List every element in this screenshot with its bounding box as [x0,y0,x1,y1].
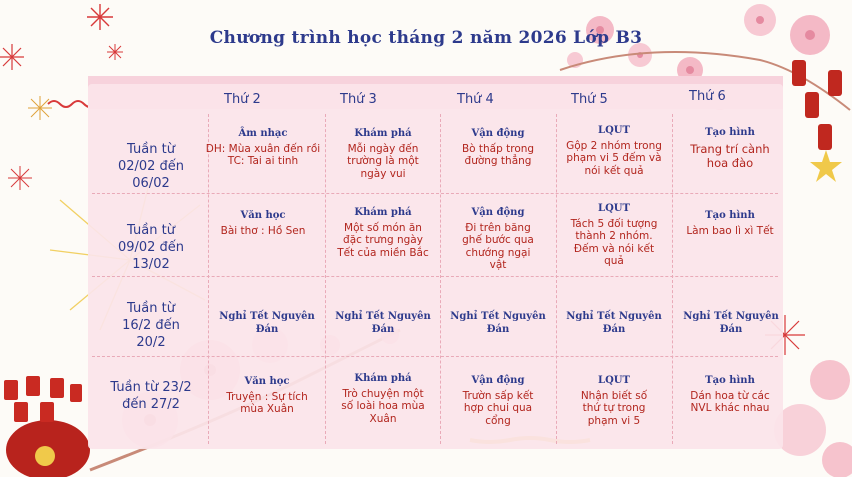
star-icon [810,150,842,182]
day-header-fri: Thứ 6 [689,89,726,104]
holiday-cell: Nghỉ Tết Nguyên Đán [219,311,315,335]
day-header-tue: Thứ 3 [340,92,377,107]
lesson-cell: Văn học Bài thơ : Hồ Sen [220,210,306,237]
holiday-cell: Nghỉ Tết Nguyên Đán [683,311,779,335]
row-divider [92,276,778,277]
day-header-thu: Thứ 5 [571,92,608,107]
row-divider [92,356,778,357]
firecracker-icon [792,60,842,150]
lesson-cell: Vận động Bò thấp trong đường thẳng [461,128,535,167]
day-header-mon: Thứ 2 [224,92,261,107]
day-header-wed: Thứ 4 [457,92,494,107]
lesson-cell: Vận động Đi trên băng ghế bước qua chướng ngại vật [462,207,534,271]
col-divider [440,114,441,444]
lesson-cell: Vận động Trườn sấp kết hợp chui qua cổng [462,375,534,427]
holiday-cell: Nghỉ Tết Nguyên Đán [566,311,662,335]
lesson-cell: LQUT Gộp 2 nhóm trong phạm vi 5 đếm và nói kết quả [566,125,662,177]
lesson-cell: Tạo hình Trang trí cành hoa đào [690,127,770,170]
lesson-cell: Âm nhạc DH: Mùa xuân đến rồi TC: Tai ai tinh [205,128,321,167]
lesson-cell: Văn học Truyện : Sự tích mùa Xuân [226,376,308,415]
week-label: Tuần từ 16/2 đến 20/2 [122,301,180,350]
holiday-cell: Nghỉ Tết Nguyên Đán [450,311,546,335]
lesson-cell: Tạo hình Làm bao lì xì Tết [686,210,774,237]
week-label: Tuần từ 09/02 đến 13/02 [117,223,185,272]
red-envelope-icon [4,376,82,422]
lesson-cell: LQUT Nhận biết số thứ tự trong phạm vi 5 [580,375,648,427]
holiday-cell: Nghỉ Tết Nguyên Đán [335,311,431,335]
lesson-cell: LQUT Tách 5 đối tượng thành 2 nhóm. Đếm và nói kết quả [570,203,658,267]
lesson-cell: Khám phá Một số món ăn đặc trưng ngày Tết của miền Bắc [337,207,429,259]
firework-icon [87,4,113,30]
col-divider [672,114,673,444]
lesson-cell: Khám phá Trò chuyện một số loài hoa mùa Xuân [341,373,425,425]
row-divider [92,193,778,194]
firework-icon [28,96,52,120]
week-label: Tuần từ 23/2 đến 27/2 [110,380,192,412]
week-label: Tuần từ 02/02 đến 06/02 [117,142,185,191]
page-title: Chương trình học tháng 2 năm 2026 Lớp B3 [209,28,643,48]
firework-icon [8,166,32,190]
lesson-cell: Khám phá Mỗi ngày đến trường là một ngày vui [347,128,419,180]
lesson-cell: Tạo hình Dán hoa từ các NVL khác nhau [690,375,770,414]
